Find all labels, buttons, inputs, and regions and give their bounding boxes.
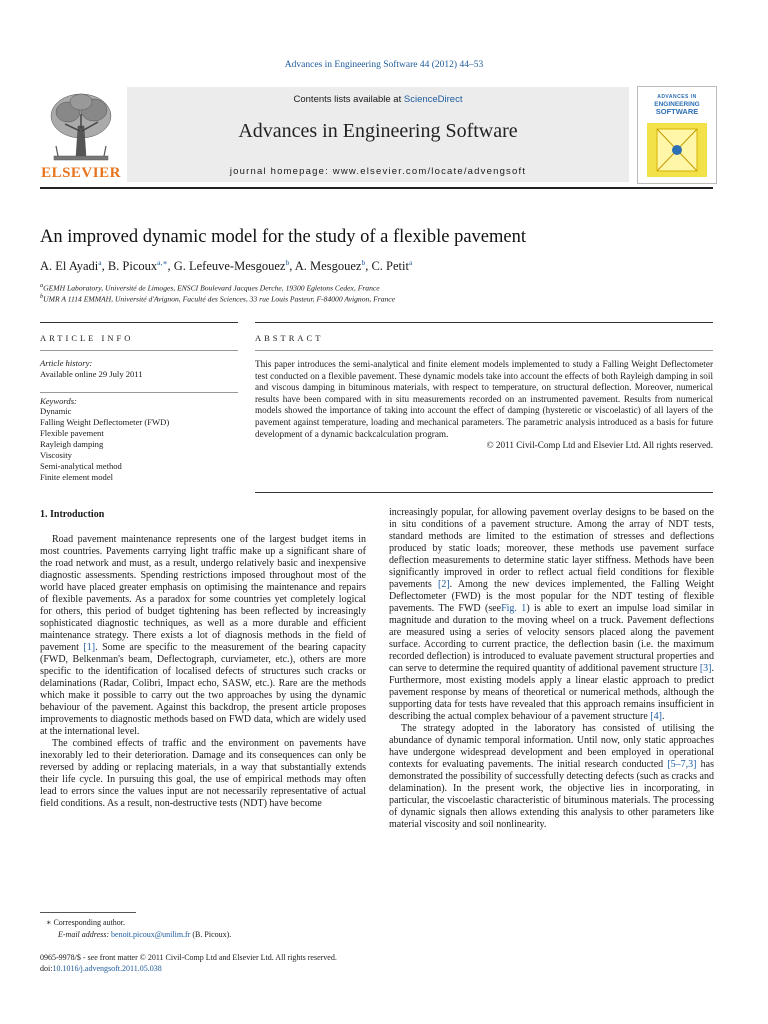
- paragraph: [389, 723, 714, 831]
- journal-cover[interactable]: [637, 86, 717, 184]
- citation-link[interactable]: [5–7,3]: [667, 759, 697, 770]
- corresponding-author-note: ∗ Corresponding author.: [46, 918, 125, 927]
- citation-link[interactable]: [4]: [650, 711, 662, 722]
- keywords-rule: [40, 392, 238, 393]
- paper-title: An improved dynamic model for the study of a flexible pavement: [40, 227, 527, 247]
- affiliation-b: [40, 293, 395, 304]
- keyword: Rayleigh damping: [40, 439, 104, 449]
- affiliation-a: [40, 282, 380, 293]
- keyword: Dynamic: [40, 406, 72, 416]
- abstract-copyright: © 2011 Civil-Comp Ltd and Elsevier Ltd. All rights reserved.: [486, 440, 713, 451]
- contents-prefix: Contents lists available at: [293, 94, 404, 105]
- abstract-rule: [255, 322, 713, 323]
- author-name: A. El Ayadi: [40, 259, 99, 274]
- history-value: Available online 29 July 2011: [40, 369, 143, 379]
- cover-line-3: SOFTWARE: [655, 106, 699, 116]
- email-note: [58, 930, 231, 939]
- elsevier-wordmark: ELSEVIER: [41, 165, 121, 181]
- text-run: . Some are specific to the measurement of the bearing capacity (FWD, Belkenman's beam, Deflectograph, curviameter, etc.), others are more specific to the identification of localised defects of structures such cracks or delaminations (Radar, Colibri, Impact echo, SASW, etc.). Rare are the methods which make it possible to carry out the two approaches by using the dynamic behaviour of the pavement. Against this backdrop, the present article proposes improvements to diagnostic methods based on FWD data, which are widely used at the international level.: [40, 642, 367, 737]
- keyword: Finite element model: [40, 472, 114, 482]
- author-affil-mark[interactable]: a: [98, 258, 102, 267]
- footnote-rule: [40, 912, 136, 913]
- cover-graphic: [647, 123, 707, 177]
- citation-link[interactable]: [3]: [699, 663, 712, 674]
- right-column: [389, 507, 714, 831]
- article-info-rule: [40, 322, 238, 323]
- article-info-subrule: [40, 350, 238, 351]
- journal-homepage[interactable]: journal homepage: www.elsevier.com/locate/advengsoft: [229, 166, 527, 177]
- history-label: Article history:: [40, 358, 93, 368]
- abstract-heading: ABSTRACT: [255, 333, 324, 343]
- left-column: [40, 534, 366, 810]
- text-run: Road pavement maintenance represents one of the largest budget items in most countries. Pavements carrying light traffic make up a significant share of the road network and must, as a result, undergo relatively basic and inexpensive diagnostic assessments. Spending restrictions imposed throughout most of the world have placed greater emphasis on optimising the maintenance and repairs of flexible pavements. As a paradox for some countries yet completely logical for others, this period of budget tightening has been reflected by increasingly sophisticated diagnostic techniques, as well as a more durable and efficient maintenance strategy. There exists a lot of diagnosis methods in the field of pavement: [40, 534, 366, 653]
- issn-line: 0965-9978/$ - see front matter © 2011 Civil-Comp Ltd and Elsevier Ltd. All rights reserved.: [40, 953, 337, 962]
- text-run: .: [661, 711, 665, 722]
- author-affil-mark[interactable]: b: [361, 258, 366, 267]
- affil-mark: a: [40, 282, 44, 289]
- author-name: A. Mesgouez: [294, 259, 362, 274]
- header-rule: [40, 187, 713, 189]
- doi-line: [40, 964, 162, 974]
- contents-line: [127, 94, 629, 105]
- author-affil-mark[interactable]: b: [285, 258, 290, 267]
- journal-citation[interactable]: Advances in Engineering Software 44 (2012) 44–53: [284, 60, 484, 70]
- abstract-bottom-rule: [255, 492, 713, 493]
- keyword: Semi-analytical method: [40, 461, 122, 471]
- article-info-heading: ARTICLE INFO: [40, 333, 134, 343]
- affil-text: GEMH Laboratory, Université de Limoges, ENSCI Boulevard Jacques Derche, 19300 Egletons Cedex, France: [43, 283, 380, 293]
- author-list: A. El Ayadi$^a$, B. Picoux$^{a,∗}$, G. Lefeuve-Mesgouez$^b$, A. Mesgouez$^b$, C. Petit$^a$: [40, 258, 413, 274]
- text-run: ) is able to exert an impulse load similar in magnitude and duration to the moving wheel on a truck. Pavement deflections are measured using a series of velocity sensors placed along the pavement surface. According to current practice, the deflection basin (i.e. the maximum recorded deflection) is introduced to evaluate pavement structural properties and can serve to determine the required quantity of additional pavement structure: [389, 603, 715, 674]
- abstract-text: This paper introduces the semi-analytical and finite element models implemented to study a Falling Weight Deflectometer test conducted on a flexible pavement. These dynamic models take into account the effects of both Rayleigh damping in soil and viscous damping in bituminous materials, with respect to temperature, on structural deflection. Moreover, numerical results have been compared with in situ measurements recorded on an instrumented pavement. Results from numerical models showed the importance of taking into account the effect of damping (hysteretic or viscoelastic) of all layers of the pavement against temperature, loading and mechanical parameters. The parametric analysis introduced as a basis for future development of a dynamic backcalculation program.: [255, 359, 713, 439]
- citation-link[interactable]: [2]: [438, 579, 450, 590]
- text-run: The strategy adopted in the laboratory has consisted of utilising the abundance of dynamic temporal information. Until now, only static approaches have undergone widespread development and been employed in operational contexts for evaluating pavements. The initial research conducted: [389, 723, 714, 770]
- author-name: C. Petit: [371, 259, 409, 274]
- cover-line-1: ADVANCES IN: [657, 94, 697, 100]
- keyword: Falling Weight Deflectometer (FWD): [40, 417, 170, 427]
- abstract-subrule: [255, 350, 713, 351]
- author-name: B. Picoux: [107, 259, 158, 274]
- journal-title: Advances in Engineering Software: [238, 120, 518, 142]
- email-label: E-mail address:: [58, 930, 112, 939]
- author-affil-mark[interactable]: a: [408, 258, 413, 267]
- doi-label: doi:: [40, 964, 53, 973]
- text-run: . Among the new devices implemented, the Falling Weight Deflectometer (FWD) is the most popular for the NDT testing of flexible pavements. The FWD (see: [389, 579, 714, 614]
- email-suffix: (B. Picoux).: [190, 930, 232, 939]
- author-name: G. Lefeuve-Mesgouez: [173, 259, 286, 274]
- citation-link[interactable]: [1]: [83, 642, 96, 653]
- abstract-body: [255, 359, 713, 452]
- paragraph: The combined effects of traffic and the environment on pavements have inexorably led to their deterioration. Damage and its consequences can only be reversed by adding or replacing materials, in a way that substantially extends their life cycle. In pursuing this goal, the use of empirical methods may often lead to errors since the values input are not necessarily representative of actual field conditions. As a result, non-destructive tests (NDT) have become: [40, 738, 366, 809]
- section-heading-introduction: 1. Introduction: [40, 509, 105, 520]
- cover-line-2: ENGINEERING: [654, 100, 700, 108]
- author-affil-mark[interactable]: a,∗: [157, 258, 168, 267]
- text-run: has demonstrated the possibility of successfully detecting defects (such as cracks and delamination). In the present work, the objective lies in incorporating, in particular, the viscoelastic characteristic of bituminous materials. The processing of dynamic signals then allows extending this analysis to other parameters like material viscosity and soil nonlinearity.: [389, 759, 714, 830]
- keywords-label: Keywords:: [40, 396, 77, 406]
- doi-link[interactable]: 10.1016/j.advengsoft.2011.05.038: [52, 964, 162, 973]
- figure-link[interactable]: Fig. 1: [501, 603, 527, 614]
- keywords-list: [40, 406, 169, 483]
- keyword: Viscosity: [40, 450, 72, 460]
- paragraph: [40, 534, 366, 738]
- sciencedirect-link[interactable]: ScienceDirect: [403, 94, 463, 105]
- email-link[interactable]: benoit.picoux@unilim.fr: [111, 930, 191, 939]
- text-run: increasingly popular, for allowing pavement overlay designs to be based on the in situ conditions of a pavement structure. Among the array of NDT tests, standard methods are limited to the estimation of stresses and deflections produced by static loads; moreover, these methods use pavement surface deflection measurements to determine static layer stiffness. Methods have been significantly improved in order to reflect actual field conditions for flexible pavements: [389, 507, 714, 590]
- text-run: . Furthermore, most existing models apply a linear elastic approach to predict pavement response by means of theoretical or numerical methods, although the supporting data for tests have revealed that this approach remains insufficient in describing the actual complex behaviour of a pavement structure: [389, 663, 714, 722]
- affil-text: UMR A 1114 EMMAH, Université d'Avignon, Faculté des Sciences, 33 rue Louis Pasteur, F-84000 Avignon, France: [43, 294, 396, 304]
- cover-title: [638, 95, 716, 116]
- affil-mark: b: [40, 293, 44, 300]
- paragraph: [389, 507, 714, 723]
- keyword: Flexible pavement: [40, 428, 104, 438]
